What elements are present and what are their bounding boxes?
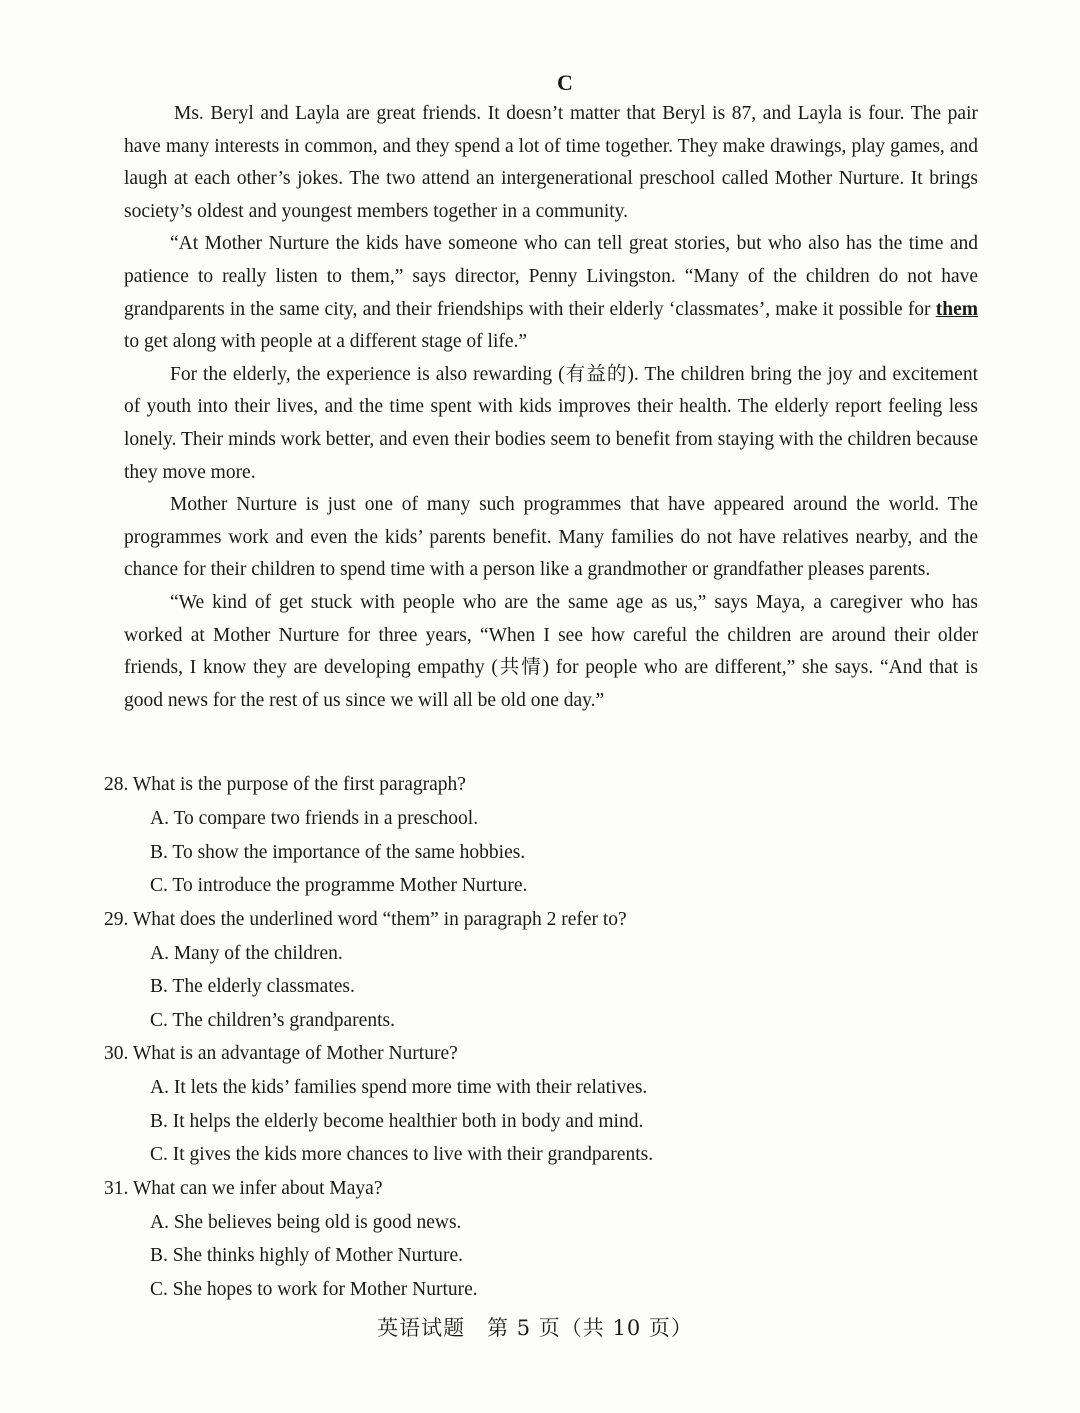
underlined-word-them: them — [935, 298, 978, 320]
option-c: C. It gives the kids more chances to live with their grandparents. — [150, 1144, 654, 1165]
option-b: B. To show the importance of the same hobbies. — [150, 841, 526, 863]
paragraph-2-text-before: “At Mother Nurture the kids have someone who can tell great stories, but who also has the time and patience to really listen to them,” says director, Penny Livingston. “Many of the children do not have grandparents in the same city, and their friendships with their elderly ‘classmates’, make it possible for — [124, 233, 978, 320]
question-list — [104, 768, 1004, 1306]
section-heading: C — [557, 70, 573, 95]
option-a: A. To compare two friends in a preschool. — [150, 808, 479, 829]
option-b: B. The elderly classmates. — [150, 976, 355, 997]
question-31 — [104, 1172, 1004, 1307]
paragraph-2-text-after: to get along with people at a different stage of life.” — [124, 331, 528, 353]
paragraph-2 — [124, 228, 978, 358]
question-stem: 30. What is an advantage of Mother Nurture? — [104, 1043, 458, 1064]
paragraph-1: Ms. Beryl and Layla are great friends. It doesn’t matter that Beryl is 87, and Layla is four. The pair have many interests in common, and they spend a lot of time together. They make drawings, play games, and laugh at each other’s jokes. The two attend an intergenerational preschool called Mother Nurture. It brings society’s oldest and youngest members together in a community. — [124, 103, 978, 222]
question-stem: 29. What does the underlined word “them” in paragraph 2 refer to? — [104, 908, 627, 930]
option-a: A. Many of the children. — [150, 942, 343, 964]
question-stem: 31. What can we infer about Maya? — [104, 1177, 383, 1199]
option-b: B. It helps the elderly become healthier both in body and mind. — [150, 1110, 644, 1132]
question-30 — [104, 1037, 1004, 1172]
question-stem: 28. What is the purpose of the first paragraph? — [104, 774, 466, 795]
option-c: C. To introduce the programme Mother Nurture. — [150, 875, 528, 896]
reading-passage — [124, 98, 978, 717]
paragraph-3: For the elderly, the experience is also rewarding (有益的). The children bring the joy and excitement of youth into their lives, and the time spent with kids improves their health. The elderly report feeling less lonely. Their minds work better, and even their bodies seem to benefit from staying with the children because they move more. — [124, 363, 978, 483]
paragraph-5: “We kind of get stuck with people who are the same age as us,” says Maya, a caregiver who has worked at Mother Nurture for three years, “When I see how careful the children are around their older friends, I know they are developing empathy (共情) for people who are different,” she says. “And that is good news for the rest of us since we will all be old one day.” — [124, 591, 978, 711]
question-28 — [104, 768, 1004, 903]
question-29 — [104, 903, 1004, 1038]
option-c: C. She hopes to work for Mother Nurture. — [150, 1278, 478, 1300]
option-c: C. The children’s grandparents. — [150, 1009, 395, 1031]
option-a: A. She believes being old is good news. — [150, 1211, 462, 1233]
page-footer: 英语试题 第 5 页（共 10 页） — [377, 1316, 693, 1340]
option-a: A. It lets the kids’ families spend more time with their relatives. — [150, 1077, 648, 1098]
paragraph-4: Mother Nurture is just one of many such programmes that have appeared around the world. The programmes work and even the kids’ parents benefit. Many families do not have relatives nearby, and the chance for their children to spend time with a person like a grandmother or grandfather pleases parents. — [124, 494, 978, 581]
option-b: B. She thinks highly of Mother Nurture. — [150, 1245, 464, 1266]
